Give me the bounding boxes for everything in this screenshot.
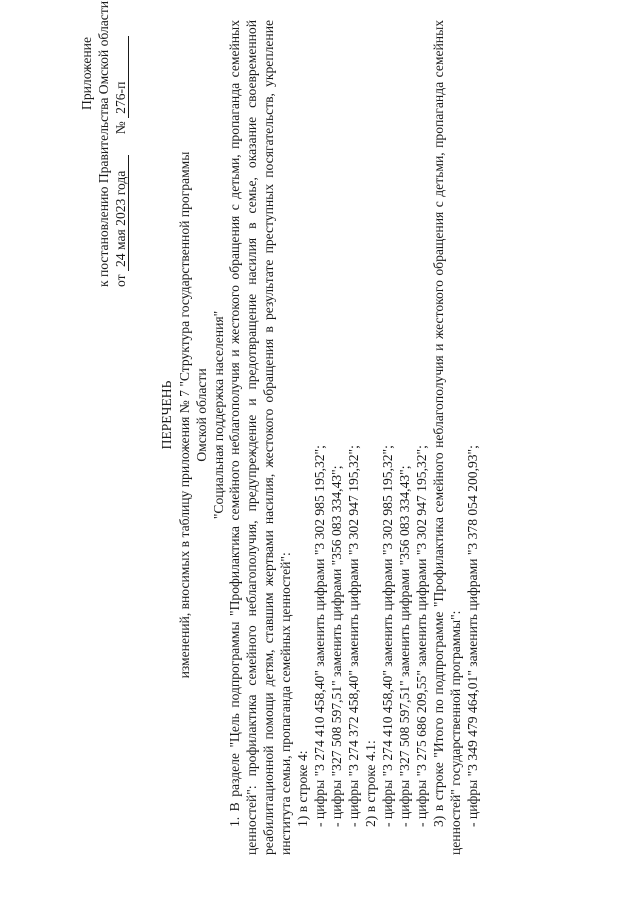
appendix-date-number-line xyxy=(112,17,129,287)
resolution-number: 276-п xyxy=(113,36,129,118)
document-heading xyxy=(158,135,227,695)
document-body xyxy=(226,20,481,855)
subsection-3-title: 3) в строке "Итого по подпрограмме "Профилактика семейного неблагополучия и жестокого обращения с детьми, пропаганда семейных ценностей" государственной программы": xyxy=(431,20,463,855)
list-item: - цифры "3 349 479 464,01" заменить цифрами "3 378 054 200,93"; xyxy=(465,445,480,827)
subsection-2-title: 2) в строке 4.1: xyxy=(363,740,378,827)
heading-line-1: изменений, вносимых в таблицу приложения № 7 "Структура государственной программы Омской области xyxy=(177,151,209,679)
list-item: - цифры "327 508 597,51" заменить цифрами "356 083 334,43"; xyxy=(329,465,344,827)
list-item: - цифры "3 274 372 458,40" заменить цифрами "3 302 947 195,32"; xyxy=(346,445,361,827)
heading-title: ПЕРЕЧЕНЬ xyxy=(159,380,174,450)
list-item: - цифры "3 275 686 209,55" заменить цифрами "3 302 947 195,32"; xyxy=(414,445,429,827)
appendix-title: Приложение xyxy=(79,37,94,110)
heading-line-2: "Социальная поддержка населения" xyxy=(211,310,226,520)
appendix-block xyxy=(78,0,129,287)
list-item: - цифры "3 274 410 458,40" заменить цифрами "3 302 985 195,32"; xyxy=(380,445,395,827)
resolution-date: 24 мая 2023 года xyxy=(113,155,129,271)
appendix-resolution-line: к постановлению Правительства Омской области xyxy=(96,0,111,287)
date-prefix: от xyxy=(113,274,128,287)
number-prefix: № xyxy=(113,121,128,135)
list-item: - цифры "327 508 597,51" заменить цифрами "356 083 334,43"; xyxy=(397,465,412,827)
list-item: - цифры "3 274 410 458,40" заменить цифрами "3 302 985 195,32"; xyxy=(312,445,327,827)
section-1-paragraph: 1. В разделе "Цель подпрограммы "Профилактика семейного неблагополучия и жестокого обращения с детьми, пропаганда семейных ценностей": профилактика семейного неблагополучия, предупреждение и предотвращение насилия в семье, оказание своевременной реабилитационной помощи детям, ставшим жертвами насилия, жестокого обращения в результате преступных посягательств, укрепление института семьи, пропаганда семейных ценностей": xyxy=(227,20,293,855)
subsection-1-title: 1) в строке 4: xyxy=(295,750,310,827)
